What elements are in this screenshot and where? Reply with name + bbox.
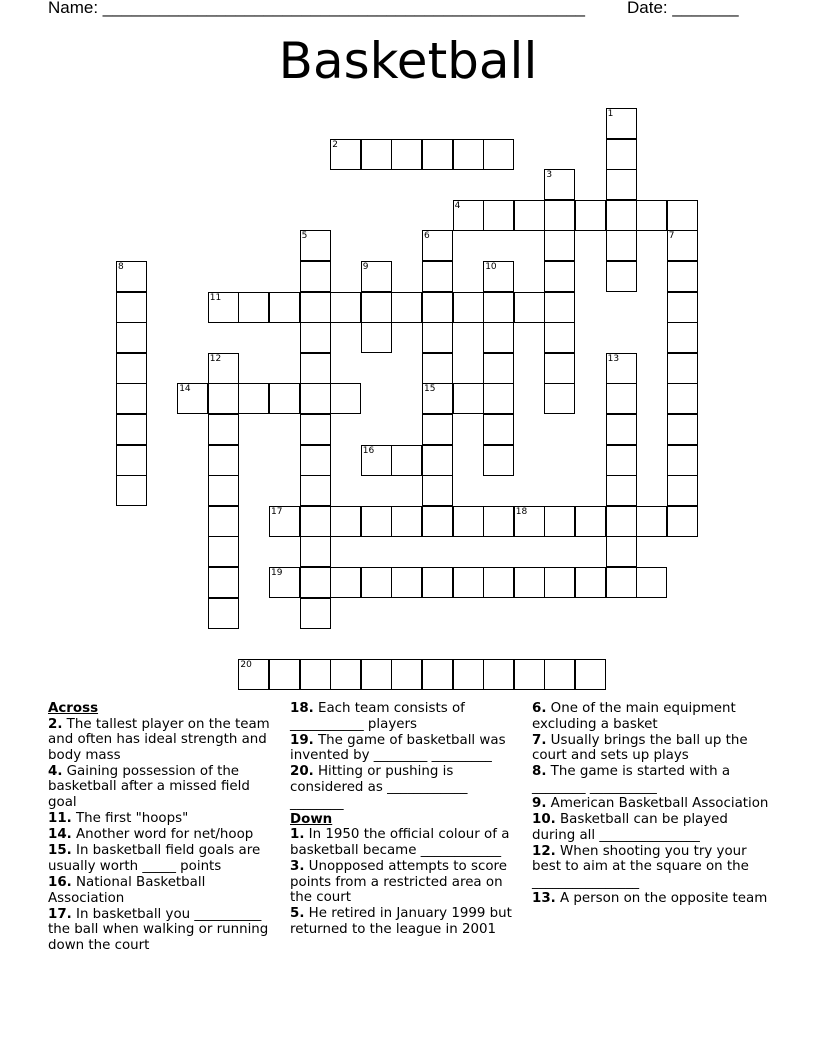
grid-cell[interactable] <box>208 353 239 384</box>
grid-cell[interactable] <box>544 567 575 598</box>
clue-number: 1 <box>607 109 614 119</box>
grid-cell[interactable] <box>361 659 392 690</box>
grid-cell[interactable] <box>544 230 575 261</box>
clue-number: 16 <box>362 445 375 456</box>
grid-cell[interactable] <box>269 659 300 690</box>
clue-number: 9 <box>362 262 369 272</box>
grid-cell[interactable] <box>514 200 545 231</box>
down-heading: Down <box>290 811 333 827</box>
grid-cell[interactable] <box>606 475 637 506</box>
grid-cell[interactable] <box>422 475 453 506</box>
clue-item: 4. Gaining possession of the basketball after a missed field goal <box>48 763 250 811</box>
grid-cell[interactable] <box>422 414 453 445</box>
grid-cell[interactable] <box>514 292 545 323</box>
grid-cell[interactable] <box>300 353 331 384</box>
grid-cell[interactable] <box>606 353 637 384</box>
clue-item: 14. Another word for net/hoop <box>48 827 254 843</box>
grid-cell[interactable] <box>208 445 239 476</box>
grid-cell[interactable] <box>544 322 575 353</box>
grid-cell[interactable] <box>422 353 453 384</box>
clue-item: 1. In 1950 the official colour of a basketball became ____________ <box>290 827 510 858</box>
grid-cell[interactable] <box>116 292 147 323</box>
grid-cell[interactable] <box>544 353 575 384</box>
grid-cell[interactable] <box>667 322 698 353</box>
grid-cell[interactable] <box>483 659 514 690</box>
clue-item: 20. Hitting or pushing is considered as ____________ ________ <box>290 764 468 811</box>
grid-cell[interactable] <box>544 659 575 690</box>
name-field-label: Name: ___________________________________________________ <box>48 0 585 17</box>
grid-cell[interactable] <box>116 475 147 506</box>
clue-item: 10. Basketball can be played during all _______________ <box>532 812 728 843</box>
grid-cell[interactable] <box>238 292 269 323</box>
clue-item: 3. Unopposed attempts to score points from a restricted area on the court <box>290 858 507 906</box>
grid-cell[interactable] <box>667 353 698 384</box>
grid-cell[interactable] <box>361 322 392 353</box>
grid-cell[interactable] <box>483 506 514 537</box>
grid-cell[interactable] <box>606 169 637 200</box>
grid-cell[interactable] <box>391 506 422 537</box>
grid-cell[interactable] <box>361 139 392 170</box>
clue-number: 2 <box>332 139 338 150</box>
grid-cell[interactable] <box>300 322 331 353</box>
grid-cell[interactable] <box>300 292 331 323</box>
clue-item: 6. One of the main equipment excluding a basket <box>532 701 736 732</box>
grid-cell[interactable] <box>391 659 422 690</box>
grid-cell[interactable] <box>238 383 269 414</box>
grid-cell[interactable] <box>667 200 698 231</box>
grid-cell[interactable] <box>422 445 453 476</box>
grid-cell[interactable] <box>238 659 269 690</box>
grid-cell[interactable] <box>391 292 422 323</box>
clue-number: 11 <box>209 292 222 303</box>
grid-cell[interactable] <box>300 261 331 292</box>
grid-cell[interactable] <box>606 506 637 537</box>
clue-number: 17 <box>271 506 283 517</box>
grid-cell[interactable] <box>544 383 575 414</box>
grid-cell[interactable] <box>422 322 453 353</box>
grid-cell[interactable] <box>269 506 300 537</box>
grid-cell[interactable] <box>544 261 575 292</box>
clue-item: 5. He retired in January 1999 but returned to the league in 2001 <box>290 906 512 937</box>
grid-cell[interactable] <box>606 536 637 567</box>
grid-cell[interactable] <box>208 383 239 414</box>
grid-cell[interactable] <box>544 169 575 200</box>
grid-cell[interactable] <box>116 445 147 476</box>
grid-cell[interactable] <box>269 383 300 414</box>
grid-cell[interactable] <box>606 414 637 445</box>
clue-item: 7. Usually brings the ball up the court and sets up plays <box>532 732 748 764</box>
grid-cell[interactable] <box>330 567 361 598</box>
grid-cell[interactable] <box>453 659 484 690</box>
date-field-label: Date: _______ <box>627 0 739 17</box>
grid-cell[interactable] <box>208 292 239 323</box>
clue-column-2 <box>290 701 525 938</box>
grid-cell[interactable] <box>575 506 606 537</box>
grid-cell[interactable] <box>636 200 667 231</box>
grid-cell[interactable] <box>575 567 606 598</box>
grid-cell[interactable] <box>116 322 147 353</box>
clue-item: 17. In basketball you __________ the ball when walking or running down the court <box>48 906 269 953</box>
grid-cell[interactable] <box>300 475 331 506</box>
clue-item: 13. A person on the opposite team <box>532 891 768 907</box>
grid-cell[interactable] <box>422 383 453 414</box>
clue-item: 9. American Basketball Association <box>532 796 769 812</box>
clue-item: 11. The first "hoops" <box>48 811 189 827</box>
clue-item: 19. The game of basketball was invented by ________ _________ <box>290 732 506 764</box>
grid-cell[interactable] <box>483 353 514 384</box>
grid-cell[interactable] <box>514 506 545 537</box>
clue-number: 15 <box>424 384 436 395</box>
grid-cell[interactable] <box>330 506 361 537</box>
grid-cell[interactable] <box>575 659 606 690</box>
grid-cell[interactable] <box>300 536 331 567</box>
clue-number: 10 <box>485 262 497 272</box>
grid-cell[interactable] <box>453 506 484 537</box>
grid-cell[interactable] <box>514 659 545 690</box>
grid-cell[interactable] <box>208 506 239 537</box>
grid-cell[interactable] <box>453 567 484 598</box>
grid-cell[interactable] <box>606 230 637 261</box>
grid-cell[interactable] <box>116 353 147 384</box>
grid-cell[interactable] <box>667 506 698 537</box>
grid-cell[interactable] <box>544 506 575 537</box>
grid-cell[interactable] <box>208 536 239 567</box>
grid-cell[interactable] <box>208 567 239 598</box>
grid-cell[interactable] <box>391 445 422 476</box>
grid-cell[interactable] <box>116 261 147 292</box>
grid-cell[interactable] <box>177 383 208 414</box>
grid-cell[interactable] <box>422 230 453 261</box>
grid-cell[interactable] <box>269 567 300 598</box>
clue-number: 19 <box>271 568 283 578</box>
grid-cell[interactable] <box>208 414 239 445</box>
grid-cell[interactable] <box>453 139 484 170</box>
grid-cell[interactable] <box>606 139 637 170</box>
grid-cell[interactable] <box>483 200 514 231</box>
clue-number: 3 <box>546 170 553 181</box>
grid-cell[interactable] <box>391 139 422 170</box>
grid-cell[interactable] <box>453 200 484 231</box>
grid-cell[interactable] <box>636 567 667 598</box>
grid-cell[interactable] <box>300 383 331 414</box>
grid-cell[interactable] <box>330 383 361 414</box>
grid-cell[interactable] <box>544 292 575 323</box>
clue-number: 14 <box>179 384 191 395</box>
grid-cell[interactable] <box>667 414 698 445</box>
grid-cell[interactable] <box>422 659 453 690</box>
clue-number: 13 <box>607 353 620 364</box>
grid-cell[interactable] <box>300 598 331 629</box>
grid-cell[interactable] <box>606 445 637 476</box>
grid-cell[interactable] <box>116 414 147 445</box>
grid-cell[interactable] <box>483 139 514 170</box>
grid-cell[interactable] <box>330 139 361 170</box>
clue-column-1 <box>48 701 280 954</box>
clue-column-3 <box>532 701 772 907</box>
grid-cell[interactable] <box>208 475 239 506</box>
page-title: Basketball <box>278 32 538 90</box>
grid-cell[interactable] <box>422 261 453 292</box>
grid-cell[interactable] <box>269 292 300 323</box>
clue-number: 20 <box>240 659 252 670</box>
grid-cell[interactable] <box>300 567 331 598</box>
grid-cell[interactable] <box>606 108 637 139</box>
grid-cell[interactable] <box>361 292 392 323</box>
grid-cell[interactable] <box>453 292 484 323</box>
grid-cell[interactable] <box>483 445 514 476</box>
grid-cell[interactable] <box>483 383 514 414</box>
grid-cell[interactable] <box>330 659 361 690</box>
grid-cell[interactable] <box>514 567 545 598</box>
grid-cell[interactable] <box>422 139 453 170</box>
grid-cell[interactable] <box>483 261 514 292</box>
clue-number: 12 <box>209 353 222 364</box>
clue-number: 8 <box>118 262 124 272</box>
grid-cell[interactable] <box>483 292 514 323</box>
clue-item: 18. Each team consists of ___________ players <box>290 701 465 732</box>
grid-cell[interactable] <box>667 475 698 506</box>
grid-cell[interactable] <box>391 567 422 598</box>
grid-cell[interactable] <box>606 200 637 231</box>
grid-cell[interactable] <box>667 383 698 414</box>
clue-item: 15. In basketball field goals are usually worth _____ points <box>48 843 261 874</box>
grid-cell[interactable] <box>422 292 453 323</box>
grid-cell[interactable] <box>361 506 392 537</box>
grid-cell[interactable] <box>208 598 239 629</box>
clue-item: 16. National Basketball Association <box>48 875 206 906</box>
grid-cell[interactable] <box>361 445 392 476</box>
across-heading: Across <box>48 701 99 716</box>
grid-cell[interactable] <box>483 414 514 445</box>
grid-cell[interactable] <box>361 567 392 598</box>
grid-cell[interactable] <box>330 292 361 323</box>
clue-item: 8. The game is started with a ________ __________ <box>532 764 731 795</box>
grid-cell[interactable] <box>483 567 514 598</box>
grid-cell[interactable] <box>300 230 331 261</box>
clue-number: 4 <box>454 200 461 211</box>
grid-cell[interactable] <box>606 567 637 598</box>
grid-cell[interactable] <box>300 414 331 445</box>
clue-number: 18 <box>515 506 528 517</box>
grid-cell[interactable] <box>544 200 575 231</box>
grid-cell[interactable] <box>116 383 147 414</box>
grid-cell[interactable] <box>300 659 331 690</box>
grid-cell[interactable] <box>300 445 331 476</box>
clue-number: 7 <box>668 231 675 242</box>
grid-cell[interactable] <box>483 322 514 353</box>
grid-cell[interactable] <box>300 506 331 537</box>
grid-cell[interactable] <box>606 261 637 292</box>
clue-number: 6 <box>424 231 430 242</box>
grid-cell[interactable] <box>667 230 698 261</box>
clue-item: 2. The tallest player on the team and often has ideal strength and body mass <box>48 716 270 763</box>
clue-number: 5 <box>301 231 308 242</box>
grid-cell[interactable] <box>667 292 698 323</box>
grid-cell[interactable] <box>575 200 606 231</box>
grid-cell[interactable] <box>667 261 698 292</box>
grid-cell[interactable] <box>361 261 392 292</box>
grid-cell[interactable] <box>453 383 484 414</box>
clue-item: 12. When shooting you try your best to aim at the square on the ________________ <box>532 843 749 891</box>
grid-cell[interactable] <box>606 383 637 414</box>
grid-cell[interactable] <box>422 567 453 598</box>
grid-cell[interactable] <box>636 506 667 537</box>
grid-cell[interactable] <box>667 445 698 476</box>
grid-cell[interactable] <box>422 506 453 537</box>
